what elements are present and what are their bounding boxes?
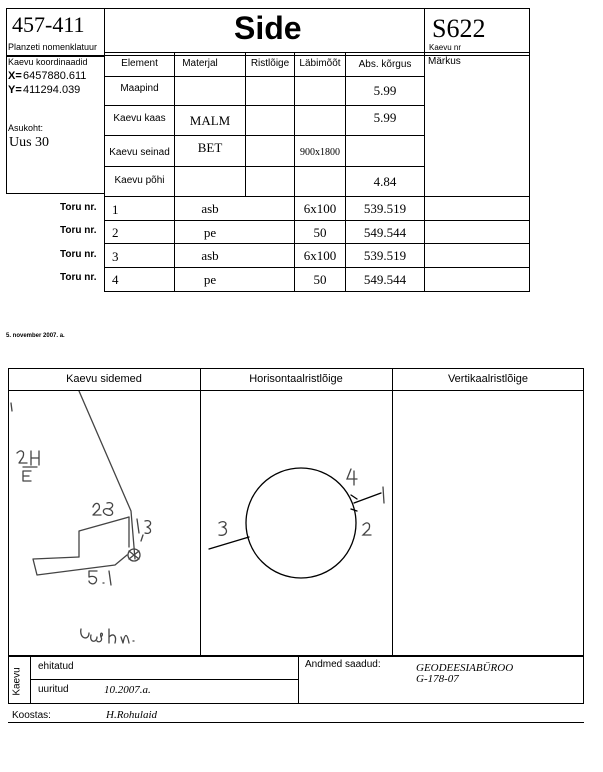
- text-4: [347, 469, 357, 485]
- pipe-elevation: 549.544: [363, 225, 407, 240]
- col-line: [392, 368, 393, 656]
- col-horizontal: Horisontaalristlõige: [249, 373, 343, 385]
- y-value: 411294.039: [23, 84, 81, 96]
- well-number-label: Kaevu nr: [429, 43, 462, 52]
- text-2: [363, 523, 371, 535]
- pipe-label: Toru nr.: [60, 225, 97, 236]
- compiled-label: Koostas:: [12, 710, 51, 721]
- table-row-material: MALM: [189, 113, 231, 128]
- row-line: [30, 679, 298, 680]
- col-header-diameter: Läbimõõt: [299, 57, 341, 69]
- table-row-element: Kaevu kaas: [113, 112, 166, 124]
- boundary-line: [79, 391, 135, 559]
- data-source-code: G-178-07: [416, 673, 459, 685]
- text-3: [219, 522, 226, 536]
- text-51: [89, 571, 111, 585]
- row-line: [104, 267, 530, 268]
- table-row-element: Kaevu seinad: [109, 146, 170, 158]
- pipe-3-line: [209, 537, 249, 549]
- street-line: [33, 555, 127, 575]
- col-header-elevation: Abs. kõrgus: [358, 58, 412, 70]
- compiled-value: H.Rohulaid: [106, 709, 158, 721]
- row-line: [104, 135, 424, 136]
- pipe-material: asb: [201, 248, 219, 263]
- col-header-element: Element: [121, 57, 158, 69]
- col-vertical: Vertikaalristlõige: [447, 373, 529, 385]
- well-number: S622: [432, 14, 486, 43]
- horizontal-section: [201, 391, 391, 655]
- table-row-elevation: 4.84: [373, 174, 397, 189]
- row-line: [104, 220, 530, 221]
- boundary-line: [11, 403, 12, 411]
- pipe-material: pe: [203, 272, 217, 287]
- pipe-nr: 4: [112, 272, 119, 287]
- pipe-material: pe: [203, 225, 217, 240]
- links-sketch: [9, 391, 199, 655]
- measure-line: [79, 517, 129, 557]
- coords-label: Kaevu koordinaadid: [8, 57, 88, 67]
- y-label: Y=: [8, 84, 22, 96]
- pipe-nr: 2: [112, 225, 119, 240]
- data-source-value: GEODEESIABÜROO: [416, 662, 514, 674]
- location-value: Uus 30: [9, 135, 50, 150]
- pipe-elevation: 549.544: [363, 272, 407, 287]
- pipe-diameter: 50: [313, 272, 327, 287]
- table-row-elevation: 5.99: [373, 110, 397, 125]
- date-note: 5. november 2007. a.: [6, 333, 65, 339]
- col-header-material: Materjal: [182, 57, 218, 69]
- pipe-nr: 3: [112, 249, 119, 264]
- text-e: [23, 471, 31, 481]
- text-uus: [81, 629, 134, 643]
- text-1: [383, 487, 384, 503]
- col-line: [424, 196, 425, 292]
- table-row-element: Kaevu põhi: [114, 174, 165, 186]
- col-links: Kaevu sidemed: [66, 373, 142, 385]
- table-row-material: BET: [197, 140, 223, 155]
- row-line: [104, 196, 530, 197]
- x-value: 6457880.611: [23, 70, 87, 82]
- nomenclature: 457-411: [12, 12, 85, 37]
- pipe-diameter: 50: [313, 225, 327, 240]
- table-row-elevation: 5.99: [373, 83, 397, 98]
- table-row-element: Maapind: [120, 82, 159, 94]
- pipe-elevation: 539.519: [363, 201, 407, 216]
- pipe-material: asb: [201, 201, 219, 216]
- surveyed-value: 10.2007.a.: [104, 684, 151, 696]
- page-title: Side: [234, 10, 302, 46]
- pipe-diameter: 6x100: [303, 201, 337, 216]
- location-label: Asukoht:: [8, 123, 44, 133]
- nomenclature-label: Planzeti nomenklatuur: [8, 42, 98, 52]
- pipe-nr: 1: [112, 202, 119, 217]
- text-line-2h: [17, 451, 39, 467]
- surveyed-label: uuritud: [38, 684, 69, 695]
- pipe-elevation: 539.519: [363, 248, 407, 263]
- col-line: [30, 656, 31, 704]
- divider: [424, 52, 425, 196]
- x-label: X=: [8, 70, 22, 82]
- built-label: ehitatud: [38, 661, 74, 672]
- remarks-label: Märkus: [428, 56, 461, 67]
- pipe-label: Toru nr.: [60, 202, 97, 213]
- data-source-label: Andmed saadud:: [305, 659, 381, 670]
- well-circle: [246, 468, 356, 578]
- pipe-diameter: 6x100: [303, 248, 337, 263]
- text-28: [93, 503, 113, 516]
- row-line: [8, 722, 584, 723]
- pipe-label: Toru nr.: [60, 249, 97, 260]
- table-row-diameter: 900x1800: [300, 146, 340, 158]
- well-label: Kaevu: [11, 667, 23, 696]
- pipe-1-line: [354, 493, 381, 503]
- divider: [424, 8, 425, 56]
- pipe-label: Toru nr.: [60, 272, 97, 283]
- col-line: [298, 656, 299, 704]
- col-header-cross: Ristlõige: [250, 57, 290, 69]
- text-13: [137, 519, 151, 541]
